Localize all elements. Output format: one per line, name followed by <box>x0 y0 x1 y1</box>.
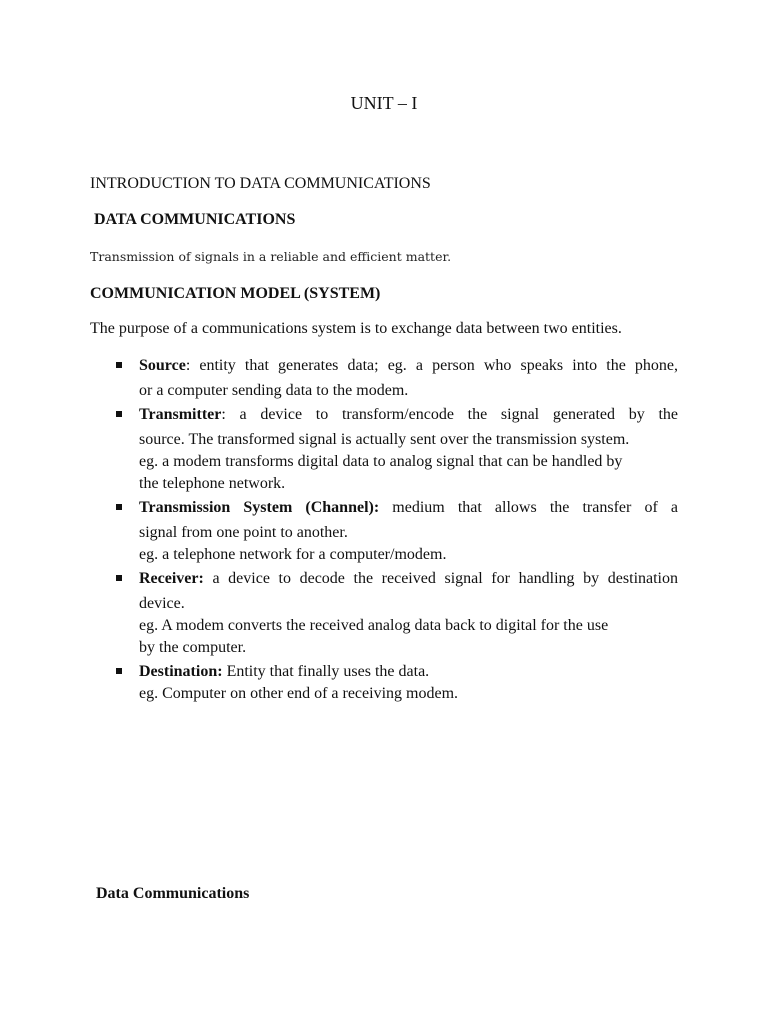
bullet-line <box>139 661 678 683</box>
bullet-text: : entity that generates data; eg. a person who speaks into the phone, <box>185 357 678 374</box>
bullet-text: medium that allows the transfer of a <box>379 499 678 516</box>
bullet-example-line: the telephone network. <box>139 475 286 492</box>
bullet-line: device. <box>139 595 185 612</box>
intro-heading: INTRODUCTION TO DATA COMMUNICATIONS <box>90 175 431 192</box>
bullet-example-line: eg. Computer on other end of a receiving modem. <box>139 685 459 702</box>
bullet-example-line: eg. a modem transforms digital data to analog signal that can be handled by <box>139 453 623 470</box>
square-bullet-icon <box>116 362 122 368</box>
bullet-term: Destination: <box>139 663 223 680</box>
list-item-destination <box>116 661 678 705</box>
list-item-source <box>116 355 678 402</box>
bullet-term: Receiver: <box>139 570 204 587</box>
bullet-text: Entity that finally uses the data. <box>222 663 430 680</box>
footer-heading: Data Communications <box>96 885 250 902</box>
bullet-example-line: eg. a telephone network for a computer/modem. <box>139 546 447 563</box>
purpose-paragraph: The purpose of a communications system is to exchange data between two entities. <box>90 320 622 337</box>
list-item-transmission-system <box>116 497 678 566</box>
square-bullet-icon <box>116 668 122 674</box>
bullet-example-line: by the computer. <box>139 639 247 656</box>
bullet-text: : a device to transform/encode the signal generated by the <box>221 406 678 423</box>
square-bullet-icon <box>116 575 122 581</box>
bullet-line: or a computer sending data to the modem. <box>139 382 409 399</box>
data-communications-heading: DATA COMMUNICATIONS <box>94 211 296 228</box>
square-bullet-icon <box>116 411 122 417</box>
bullet-line <box>139 404 678 426</box>
bullet-text: a device to decode the received signal for handling by destination <box>203 570 678 587</box>
unit-title: UNIT – I <box>350 93 418 113</box>
bullet-line: source. The transformed signal is actually sent over the transmission system. <box>139 431 630 448</box>
square-bullet-icon <box>116 504 122 510</box>
bullet-term: Transmitter <box>139 406 222 423</box>
data-communications-description: Transmission of signals in a reliable and efficient matter. <box>90 249 452 264</box>
bullet-example-line: eg. A modem converts the received analog data back to digital for the use <box>139 617 609 634</box>
list-item-transmitter <box>116 404 678 495</box>
communication-model-heading: COMMUNICATION MODEL (SYSTEM) <box>90 285 381 302</box>
bullet-line <box>139 568 678 590</box>
bullet-line <box>139 355 678 377</box>
bullet-term: Transmission System (Channel): <box>139 499 380 516</box>
bullet-term: Source <box>139 357 186 374</box>
communication-model-list <box>116 355 678 707</box>
bullet-line <box>139 497 678 519</box>
list-item-receiver <box>116 568 678 659</box>
bullet-line: signal from one point to another. <box>139 524 348 541</box>
